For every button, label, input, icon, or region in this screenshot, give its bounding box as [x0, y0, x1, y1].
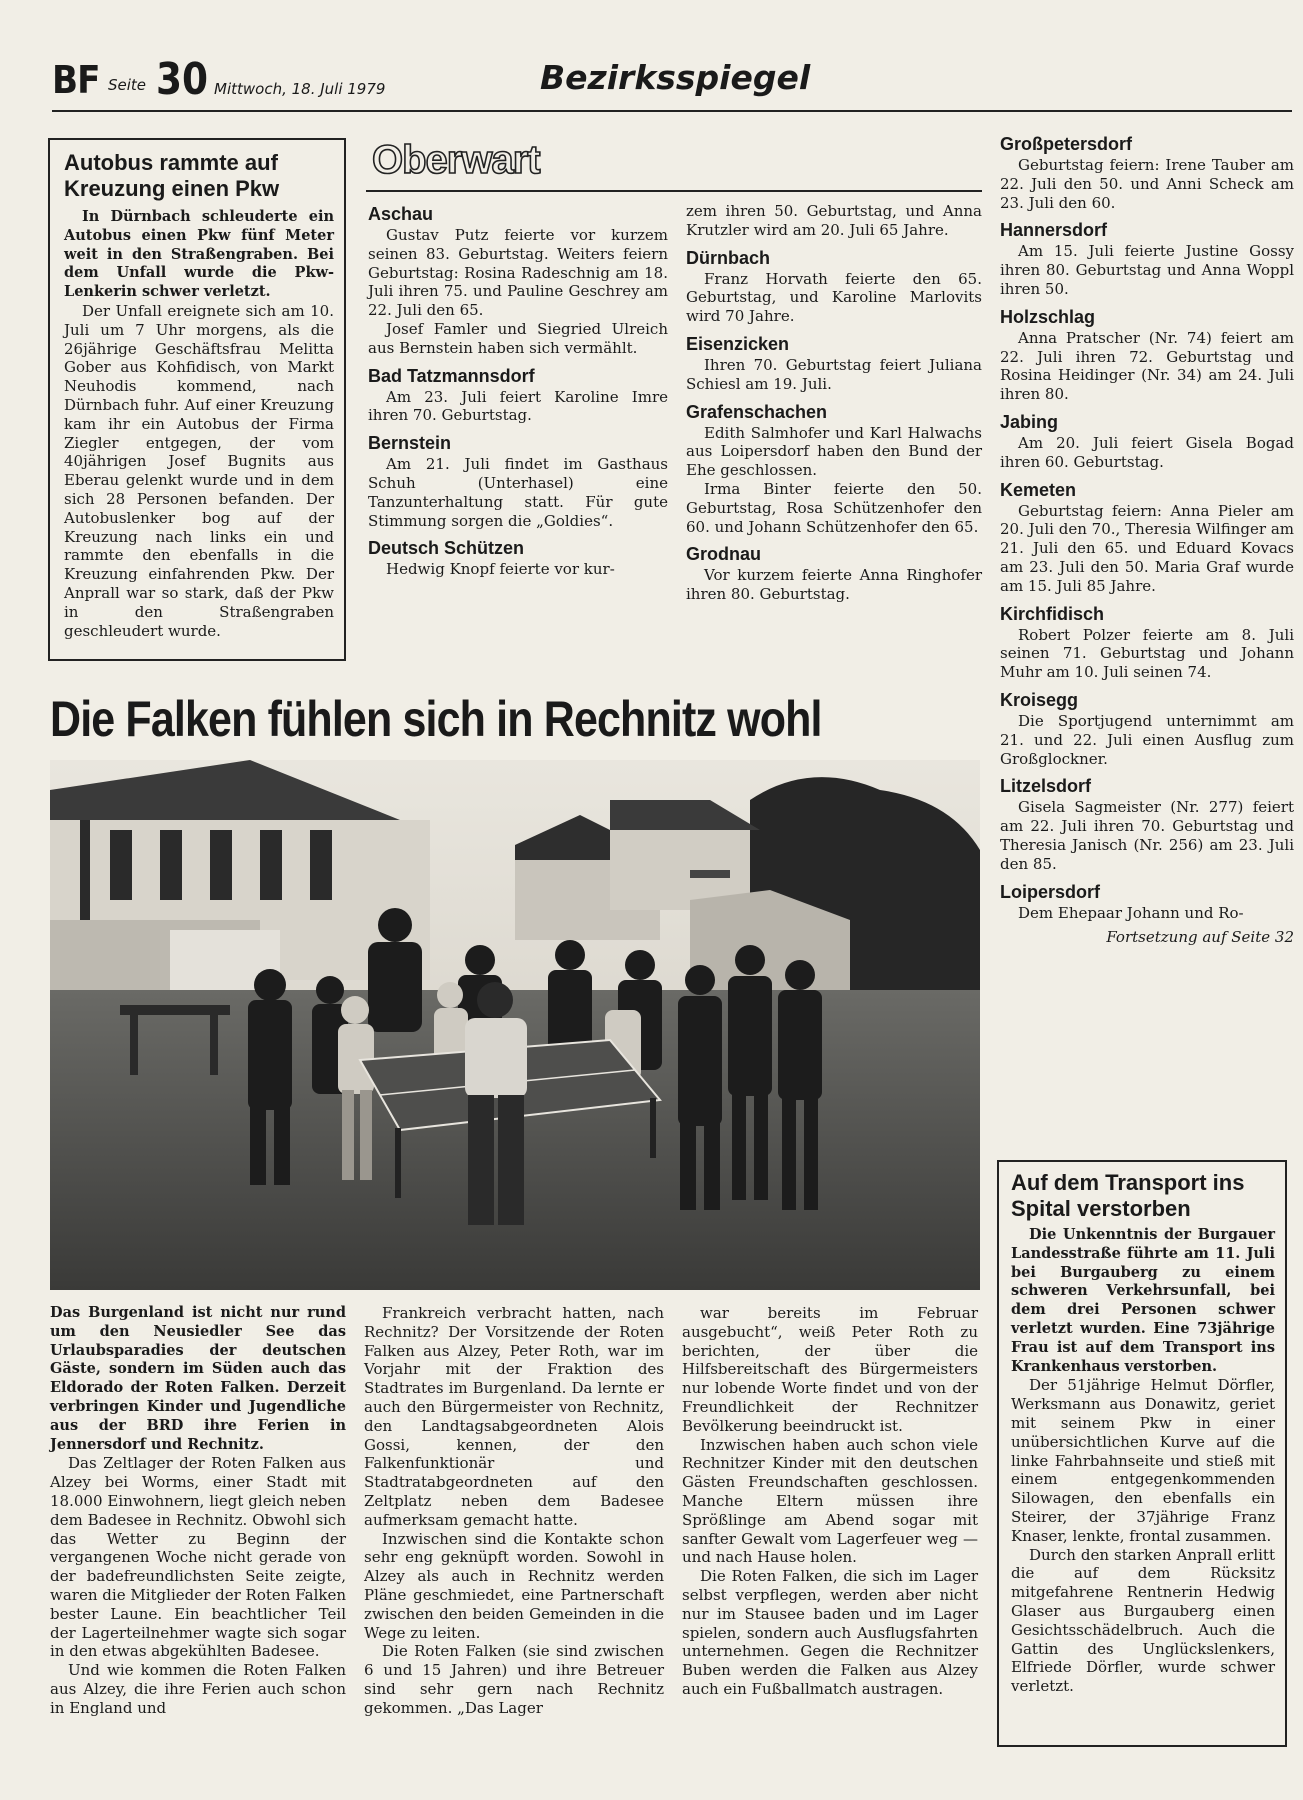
locality-note: Josef Famler und Siegried Ulreich aus Bernstein haben sich vermählt.	[368, 319, 668, 357]
locality-note: Anna Pratscher (Nr. 74) feiert am 22. Juli ihren 72. Geburtstag und Rosina Heidinger (Nr. 34) am 24. Juli ihren 80.	[1000, 328, 1294, 404]
article-lead: In Dürnbach schleuderte ein Autobus einen Pkw fünf Meter weit in den Straßengraben. Bei dem Unfall wurde die Pkw-Lenkerin schwer verletzt.	[64, 208, 334, 301]
locality-note: Hedwig Knopf feierte vor kur-	[386, 560, 615, 579]
locality-note: Edith Salmhofer und Karl Halwachs aus Loipersdorf haben den Bund der Ehe geschlossen.	[686, 423, 982, 480]
article-paragraph: Frankreich verbracht hatten, nach Rechnitz? Der Vorsitzende der Roten Falken aus Alzey, Peter Roth, war im Vorjahr mit der Fraktion des Stadtrates im Burgenland. Da lernte er auch den Bürgermeister von Rechnitz, den Landtagsabgeordneten Alois Gossi, kennen, der den Falkenfunktionär und Stadtratabgeordneten auf den Zeltplatz neben dem Badesee aufmerksam gemacht hatte.	[364, 1304, 664, 1529]
locality-note: Am 21. Juli findet im Gasthaus Schuh (Unterhasel) eine Tanzunterhaltung statt. Für gute Stimmung sorgen die „Goldies“.	[368, 455, 668, 530]
locality-heading: Bad Tatzmannsdorf	[368, 365, 535, 386]
column-oberwart-2	[686, 202, 982, 604]
locality-heading: Holzschlag	[1000, 306, 1096, 327]
page-label: Seite	[108, 76, 147, 94]
region-kicker: Oberwart	[372, 138, 540, 182]
locality-heading: Kirchfidisch	[1000, 603, 1105, 624]
locality-note: Gustav Putz feierte vor kurzem seinen 83. Geburtstag. Weiters feiern Geburtstag: Rosina Radeschnig am 18. Juli ihren 75. und Pauline Geschrey am 22. Juli den 65.	[368, 226, 668, 320]
article-transport	[997, 1160, 1287, 1747]
header-divider	[52, 110, 1292, 112]
locality-note: Vor kurzem feierte Anna Ringhofer ihren 80. Geburtstag.	[686, 566, 982, 604]
photo-ping-pong-camp	[50, 760, 980, 1290]
article-paragraph: Und wie kommen die Roten Falken aus Alzey, die ihre Ferien auch schon in England und	[50, 1661, 346, 1717]
locality-note: Geburtstag feiern: Irene Tauber am 22. Juli den 50. und Anni Scheck am 23. Juli den 60.	[1000, 156, 1294, 212]
locality-note: Ihren 70. Geburtstag feiert Juliana Schiesl am 19. Juli.	[686, 355, 982, 393]
column-oberwart-3	[1000, 132, 1294, 947]
locality-heading: Hannersdorf	[1000, 220, 1108, 241]
article-headline: Autobus rammte auf Kreuzung einen Pkw	[64, 150, 280, 201]
locality-note: Am 15. Juli feierte Justine Gossy ihren 80. Geburtstag und Anna Woppl ihren 50.	[1000, 242, 1294, 298]
news-photo	[50, 760, 980, 1290]
locality-heading: Dürnbach	[686, 247, 771, 268]
issue-date: Mittwoch, 18. Juli 1979	[214, 80, 386, 98]
article-body	[1011, 1376, 1275, 1696]
locality-heading: Litzelsdorf	[1000, 776, 1092, 797]
locality-note: Gisela Sagmeister (Nr. 277) feiert am 22. Juli ihren 70. Geburtstag und Theresia Janisch (Nr. 256) am 23. Juli den 85.	[1000, 798, 1294, 873]
locality-note: Die Sportjugend unternimmt am 21. und 22. Juli einen Ausflug zum Großglockner.	[1000, 711, 1294, 768]
page-number: 30	[156, 54, 209, 105]
article-paragraph: war bereits im Februar ausgebucht“, weiß Peter Roth zu berichten, der über die Hilfsbereitschaft des Bürgermeisters nur lobende Worte findet und von der Freundlichkeit der Rechnitzer Bevölkerung beeindruckt ist.	[682, 1304, 978, 1435]
locality-note: Dem Ehepaar Johann und Ro-	[1018, 903, 1244, 922]
locality-note: Franz Horvath feierte den 65. Geburtstag, und Karoline Marlovits wird 70 Jahre.	[686, 269, 982, 326]
article-paragraph: Inzwischen sind die Kontakte schon sehr eng geknüpft worden. Sowohl in Alzey als auch in Rechnitz werden Pläne geschmiedet, eine Partnerschaft zwischen den beiden Gemeinden in die Wege zu leiten.	[364, 1529, 664, 1642]
locality-heading: Großpetersdorf	[1000, 134, 1133, 154]
locality-heading: Bernstein	[368, 433, 452, 454]
article-paragraph: Der 51jährige Helmut Dörfler, Werksmann aus Donawitz, geriet mit seinem Pkw in einer unübersichtlichen Kurve auf die linke Fahrbahnseite und stieß mit einem entgegenkommenden Silowagen, den ebenfalls ein Steirer, der 37jährige Franz Knaser, lenkte, frontal zusammen.	[1011, 1376, 1275, 1545]
locality-heading: Deutsch Schützen	[368, 538, 525, 559]
article-paragraph: Die Roten Falken, die sich im Lager selbst verpflegen, werden aber nicht nur im Stausee baden und im Lager spielen, sondern auch Ausflugsfahrten unternehmen. Gegen die Rechnitzer Buben werden die Falken aus Alzey auch ein Fußballmatch austragen.	[682, 1567, 978, 1698]
falken-col1-paras	[50, 1454, 346, 1717]
section-title: Bezirksspiegel	[540, 58, 811, 97]
locality-note: Am 23. Juli feiert Karoline Imre ihren 70. Geburtstag.	[368, 387, 668, 425]
article-paragraph: Inzwischen haben auch schon viele Rechnitzer Kinder mit den deutschen Gästen Freundschaften geschlossen. Manche Eltern müssen ihre Sprößlinge am Abend sogar mit sanfter Gewalt vom Lagerfeuer weg — und nach Hause holen.	[682, 1435, 978, 1567]
locality-note: Irma Binter feierte den 50. Geburtstag, Rosa Schützenhofer den 60. und Johann Schützenhofer den 65.	[686, 479, 982, 536]
locality-heading: Grafensc⁠h⁠achen	[686, 401, 828, 422]
locality-heading: Eisenzicken	[686, 333, 790, 354]
article-headline: Auf dem Transport ins Spital verstorben	[1011, 1170, 1245, 1221]
article-headline: Die Falken fühlen sich in Rechnitz wohl	[50, 691, 822, 747]
locality-heading: Loipersdorf	[1000, 881, 1101, 902]
locality-heading: Jabing	[1000, 411, 1059, 432]
article-paragraph: Das Zeltlager der Roten Falken aus Alzey bei Worms, einer Stadt mit 18.000 Einwohnern, liegt gleich neben dem Badesee in Rechnitz. Obwohl sich das Wetter zu Beginn der vergangenen Woche nicht gerade von der badefreundlichsten Seite zeigte, waren die Mitglieder der Roten Falken bester Laune. Ein beachtlicher Teil der Lagerteilnehmer wagte sich sogar in den etwas abgekühlten Badesee.	[50, 1454, 346, 1661]
locality-note: Am 20. Juli feiert Gisela Bogad ihren 60. Geburtstag.	[1000, 433, 1294, 471]
column-oberwart-3-entries	[1000, 132, 1294, 922]
article-falken-col3	[682, 1304, 978, 1699]
newspaper-logo: BF	[52, 58, 100, 102]
article-autobus	[48, 138, 346, 661]
locality-heading: Aschau	[368, 204, 434, 224]
masthead	[52, 52, 1292, 112]
locality-heading: Kemeten	[1000, 479, 1077, 500]
article-falken-col2	[364, 1304, 664, 1718]
article-lead: Die Unkenntnis der Burgauer Landesstraße führte am 11. Juli bei Burgauberg zu einem schweren Verkehrsunfall, bei dem drei Personen schwer verletzt wurden. Eine 73jährige Frau ist auf dem Transport ins Krankenhaus verstorben.	[1011, 1226, 1275, 1375]
article-falken-col1	[50, 1304, 346, 1718]
continued-text: zem ihren 50. Geburtstag, und Anna Krutzler wird am 20. Juli 65 Jahre.	[686, 202, 982, 239]
continuation-note: Fortsetzung auf Seite 32	[1106, 928, 1294, 947]
locality-note: Robert Polzer feierte am 8. Juli seinen 71. Geburtstag und Johann Muhr am 10. Juli seinen 74.	[1000, 625, 1294, 682]
article-paragraph: Die Roten Falken (sie sind zwischen 6 und 15 Jahren) und ihre Betreuer sind sehr gern nach Rechnitz gekommen. „Das Lager	[364, 1642, 664, 1717]
kicker-rule	[366, 190, 982, 192]
article-lead: Das Burgenland ist nicht nur rund um den Neusiedler See das Urlaubsparadies der deutschen Gäste, sondern im Süden auch das Eldorado der Roten Falken. Derzeit verbringen Kinder und Jugendliche aus der BRD ihre Ferien in Jennersdorf und Rechnitz.	[50, 1304, 346, 1453]
locality-heading: Grodnau	[686, 544, 761, 565]
locality-note: Geburtstag feiern: Anna Pieler am 20. Juli den 70., Theresia Wilfinger am 21. Juli den 65. und Eduard Kovacs am 23. Juli den 50. Maria Graf wurde am 15. Juli 85 Jahre.	[1000, 501, 1294, 595]
article-paragraph: Durch den starken Anprall erlitt die auf dem Rücksitz mitgefahrene Rentnerin Hedwig Glaser aus Burgauberg einen Gesichtsschädelbruch. Auch die Gattin des Unglückslenkers, Elfriede Dörfler, wurde schwer verletzt.	[1011, 1545, 1275, 1696]
locality-heading: Kroisegg	[1000, 689, 1079, 710]
column-oberwart-1	[368, 202, 668, 579]
column-oberwart-2-entries	[686, 246, 982, 604]
article-body: Der Unfall ereignete sich am 10. Juli um 7 Uhr morgens, als die 26jährige Geschäftsfrau Melitta Gober aus Kohfidisch, von Markt Neuhodis kommend, nach Dürnbach fuhr. Auf einer Kreuzung kam ihr ein Autobus der Firma Ziegler entgegen, der vom 40jährigen Josef Bugnits aus Eberau gelenkt wurde und in dem sich 28 Personen befanden. Der Autobuslenker bog auf der Kreuzung nach links ein und rammte den ebenfalls in die Kreuzung einfahrenden Pkw. Der Anprall war so stark, daß der Pkw in den Straßengraben geschleudert wurde.	[64, 301, 334, 640]
